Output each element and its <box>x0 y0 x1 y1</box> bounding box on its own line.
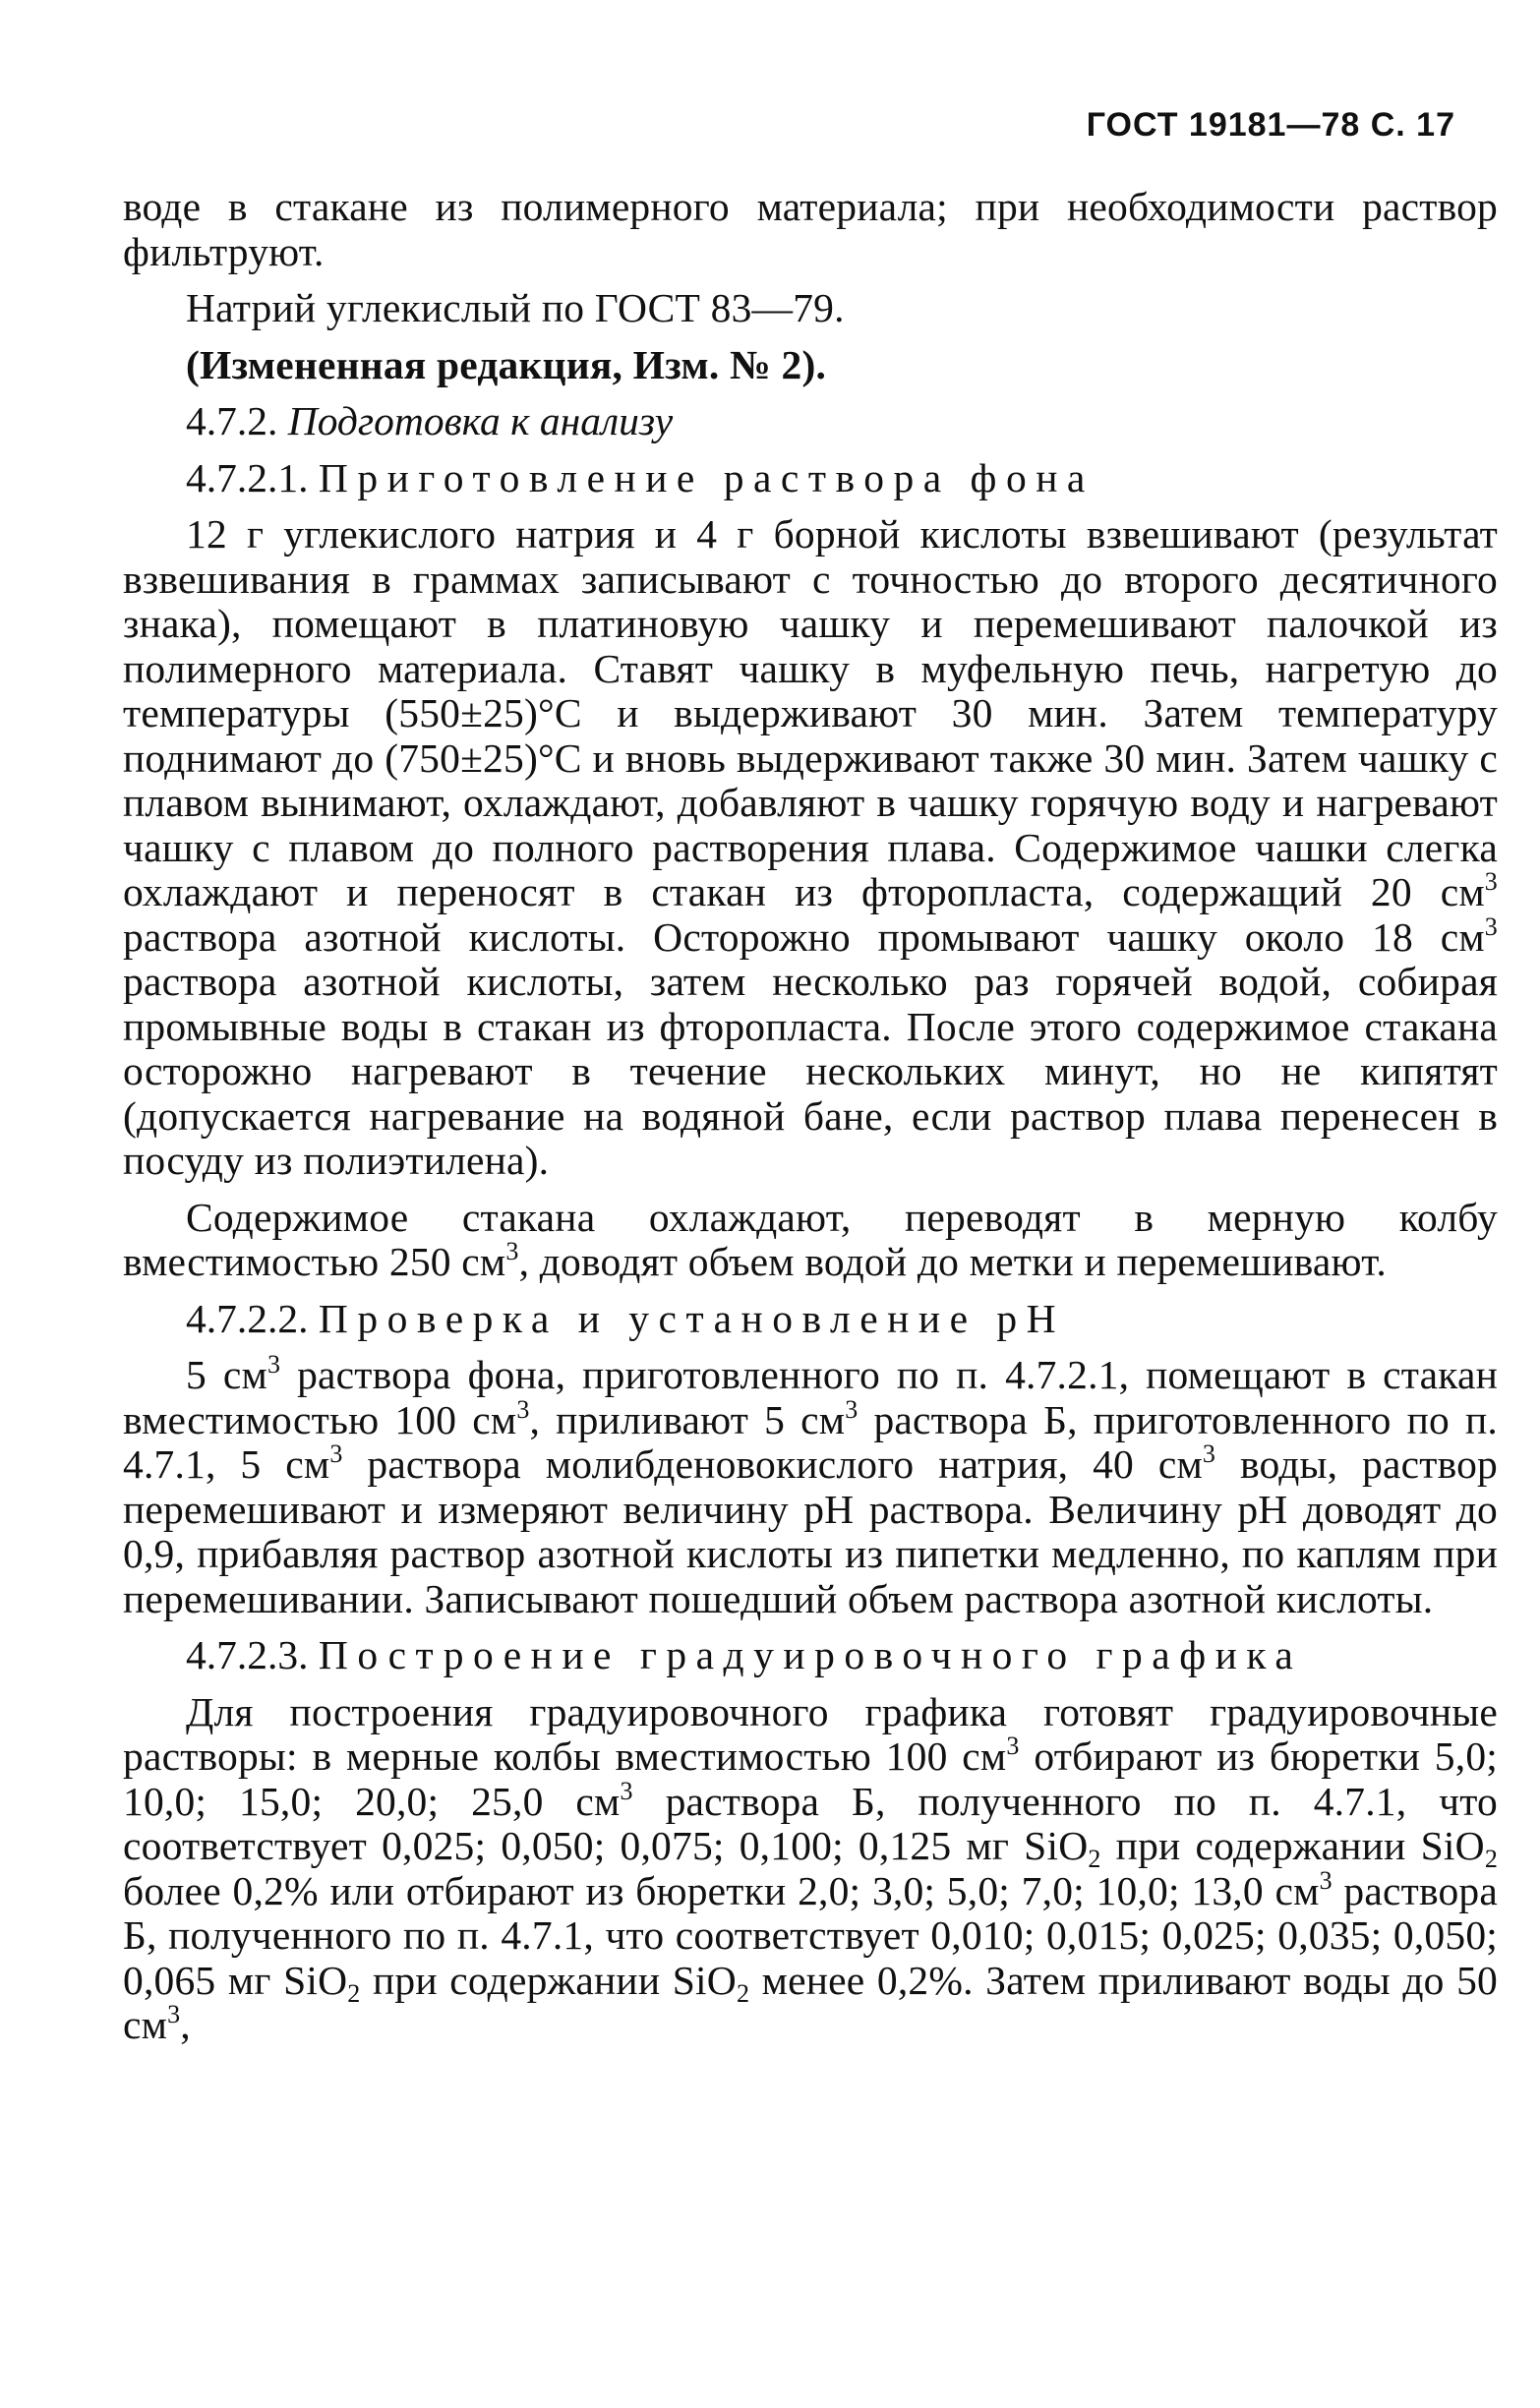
section-number: 4.7.2.3. <box>186 1632 309 1677</box>
section-heading-4-7-2 <box>123 399 1498 444</box>
text-run: раствора Б, полученного по п. 4.7.1, что соответствует 0,025; 0,050; 0,075; 0,100; 0,125 мг SiO <box>123 1778 1498 1868</box>
subscript: 2 <box>1484 1845 1499 1873</box>
text-run: более 0,2% или отбирают из бюретки 2,0; 3,0; 5,0; 7,0; 10,0; 13,0 см <box>123 1867 1320 1913</box>
superscript: 3 <box>516 1394 530 1424</box>
paragraph-background-solution <box>123 512 1498 1184</box>
text-run: 5 см <box>186 1352 267 1397</box>
superscript: 3 <box>267 1350 281 1379</box>
paragraph-ph-check <box>123 1350 1499 1621</box>
text-run: отбирают из бюретки 5,0; 10,0; 15,0; 20,0; 25,0 см <box>123 1733 1498 1824</box>
section-heading-4-7-2-2 <box>123 1297 1498 1342</box>
subscript: 2 <box>1088 1845 1101 1873</box>
text-run: Содержимое стакана охлаждают, переводят в мерную колбу вместимостью 250 см <box>123 1194 1498 1284</box>
running-header: ГОСТ 19181—78 С. 17 <box>1086 106 1455 144</box>
subscript: 2 <box>736 1978 750 2008</box>
paragraph-cooling <box>123 1196 1498 1285</box>
subscript: 2 <box>347 1978 361 2008</box>
section-number: 4.7.2. <box>186 398 278 443</box>
text-run: Для построения градуировочного графика готовят градуировочные растворы: в мерные колбы вместимостью 100 см <box>123 1688 1498 1779</box>
section-title: Построение градуировочного графика <box>318 1632 1303 1677</box>
superscript: 3 <box>1006 1732 1020 1760</box>
text-run: раствора Б, приготовленного по п. 4.7.1, 5 см <box>123 1396 1498 1487</box>
amendment-note: (Измененная редакция, Изм. № 2). <box>186 341 827 387</box>
superscript: 3 <box>1319 1865 1333 1895</box>
section-number: 4.7.2.1. <box>186 454 309 500</box>
text-run: при содержании SiO <box>1100 1823 1485 1868</box>
superscript: 3 <box>329 1439 343 1468</box>
section-title: Проверка и установление pH <box>318 1295 1066 1341</box>
text-run: раствора азотной кислоты. Осторожно промывают чашку около 18 см <box>123 913 1485 960</box>
text-run: раствора азотной кислоты, затем несколько раз горячей водой, собирая промывные воды в стакан из фторопласта. После этого содержимое стакана осторожно нагревают в течение нескольких минут, но не кипятят (допускается нагревание на водяной бане, если раствор плава перенесен в посуду из полиэтилена). <box>123 959 1498 1183</box>
paragraph-reagent: Натрий углекислый по ГОСТ 83—79. <box>186 285 845 330</box>
superscript: 3 <box>1484 911 1498 941</box>
text-run: раствора молибденовокислого натрия, 40 см <box>342 1441 1203 1487</box>
superscript: 3 <box>1202 1439 1216 1468</box>
section-heading-4-7-2-3 <box>123 1633 1498 1678</box>
text-run: воды, раствор перемешивают и измеряют величину pH раствора. Величину pH доводят до 0,9, прибавляя раствор азотной кислоты из пипетки медленно, по каплям при перемешивании. Записывают пошедший объем раствора азотной кислоты. <box>123 1441 1498 1621</box>
paragraph-calibration <box>123 1690 1498 2048</box>
section-title: Приготовление раствора фона <box>318 454 1095 500</box>
section-heading-4-7-2-1 <box>123 456 1498 501</box>
body-text <box>123 185 1498 2048</box>
superscript: 3 <box>620 1776 633 1805</box>
text-run: раствора фона, приготовленного по п. 4.7.2.1, помещают в стакан вместимостью 100 см <box>123 1352 1499 1442</box>
text-run: , приливают 5 см <box>529 1396 846 1442</box>
superscript: 3 <box>505 1237 519 1265</box>
text-run: раствора Б, полученного по п. 4.7.1, что соответствует 0,010; 0,015; 0,025; 0,035; 0,050; 0,065 мг SiO <box>123 1867 1498 2003</box>
text-run: , <box>180 2002 191 2047</box>
text-run: при содержании SiO <box>360 1957 737 2003</box>
superscript: 3 <box>1484 867 1498 896</box>
section-number: 4.7.2.2. <box>186 1295 309 1341</box>
text-run: , доводят объем водой до метки и перемешивают. <box>518 1239 1387 1284</box>
text-run: 12 г углекислого натрия и 4 г борной кислоты взвешивают (результат взвешивания в граммах записывают с точностью до второго десятичного знака), помещают в платиновую чашку и перемешивают палочкой из полимерного материала. Ставят чашку в муфельную печь, нагретую до температуры (550±25)°С и выдерживают 30 мин. Затем температуру поднимают до (750±25)°С и вновь выдерживают также 30 мин. Затем чашку с плавом вынимают, охлаждают, добавляют в чашку горячую воду и нагревают чашку с плавом до полного растворения плава. Содержимое чашки слегка охлаждают и переносят в стакан из фторопласта, содержащий 20 см <box>123 511 1498 914</box>
superscript: 3 <box>167 2000 181 2028</box>
section-title: Подготовка к анализу <box>287 398 674 443</box>
superscript: 3 <box>845 1394 859 1424</box>
text-run: менее 0,2%. Затем приливают воды до 50 см <box>123 1957 1498 2047</box>
paragraph-continuation: воде в стакане из полимерного материала; при необходимости раствор фильтруют. <box>123 184 1498 274</box>
